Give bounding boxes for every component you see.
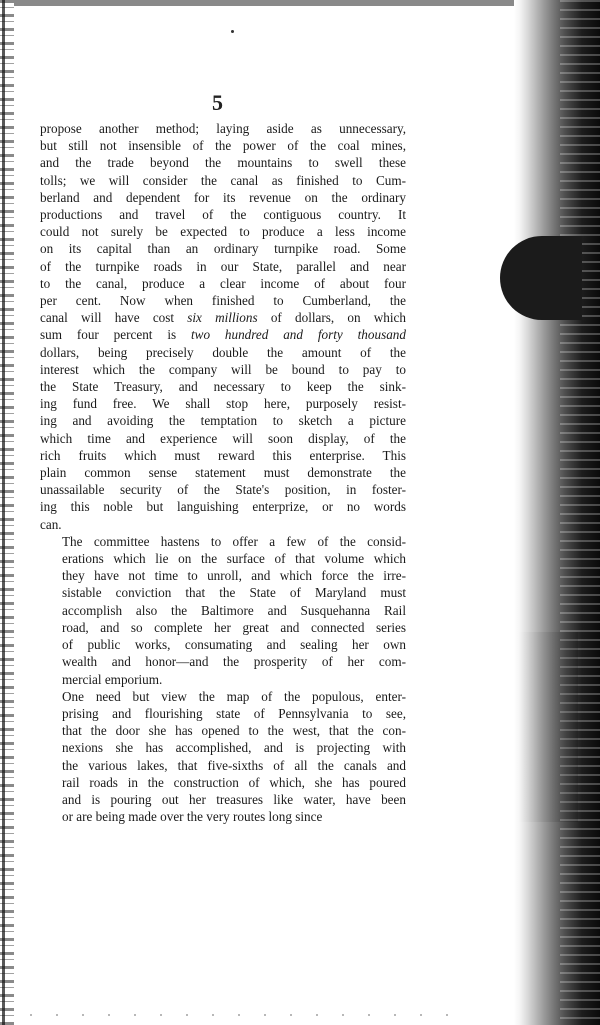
text-line: propose another method; laying aside as unnecessary,	[40, 121, 406, 136]
text-line: or are being made over the very routes long since	[62, 809, 323, 825]
text-line: tolls; we will consider the canal as finished to Cum-	[40, 172, 406, 188]
binding-shadow-lower	[518, 632, 578, 822]
text-line: of public works, consumating and sealing her own	[62, 637, 406, 653]
text-line: sum four percent is two hundred and forty thousand	[40, 327, 406, 343]
body-text	[40, 120, 406, 825]
text-line: canal will have cost six millions of dollars, on which	[40, 310, 406, 326]
text-line: and the trade beyond the mountains to swell these	[40, 155, 406, 171]
text-line: sistable conviction that the State of Maryland must	[62, 585, 406, 601]
text-line: plain common sense statement must demonstrate the	[40, 465, 406, 481]
text-line: interest which the company will be bound to pay to	[40, 361, 406, 377]
text-line: nexions she has accomplished, and is projecting with	[62, 740, 406, 756]
bottom-ink-specks	[30, 1014, 460, 1016]
text-line: could not surely be expected to produce a less income	[40, 224, 406, 240]
text-line: road, and so complete her great and connected series	[62, 619, 406, 635]
text-line: that the door she has opened to the west, that the con-	[62, 723, 406, 739]
text-line: wealth and honor—and the prosperity of her com-	[62, 654, 406, 670]
text-line: per cent. Now when finished to Cumberland, the	[40, 293, 406, 309]
text-line: ing this noble but languishing enterprize, or no words	[40, 499, 406, 515]
text-line: they have not time to unroll, and which force the irre-	[62, 568, 406, 584]
text-line: ing fund free. We shall stop here, purposely resist-	[40, 396, 406, 412]
binding-tab	[500, 236, 582, 320]
text-line: One need but view the map of the populous, enter-	[62, 688, 406, 704]
text-line: accomplish also the Baltimore and Susquehanna Rail	[62, 602, 406, 618]
page-number: 5	[212, 90, 223, 115]
text-line: prising and flourishing state of Pennsylvania to see,	[62, 705, 406, 721]
paragraph	[40, 688, 406, 826]
paragraph	[40, 533, 406, 688]
text-line: can.	[40, 516, 62, 532]
ink-speck	[231, 30, 234, 33]
text-line: erations which lie on the surface of that volume which	[62, 551, 406, 567]
scan-top-edge	[14, 0, 600, 6]
binding-right-texture	[560, 0, 600, 1025]
text-line: but still not insensible of the power of the coal mines,	[40, 138, 406, 154]
text-line: of the turnpike roads in our State, parallel and near	[40, 258, 406, 274]
text-line: dollars, being precisely double the amount of the	[40, 344, 406, 360]
binding-left-line	[2, 0, 5, 1025]
text-line: rich fruits which must reward this enterprise. This	[40, 447, 406, 463]
text-line: on its capital than an ordinary turnpike road. Some	[40, 241, 406, 257]
text-line: rail roads in the construction of which, she has poured	[62, 774, 406, 790]
text-line: berland and dependent for its revenue on the ordinary	[40, 189, 406, 205]
text-line: The committee hastens to offer a few of the consid-	[62, 533, 406, 549]
text-line: and is pouring out her treasures like water, have been	[62, 791, 406, 807]
text-line: which time and experience will soon display, of the	[40, 430, 406, 446]
text-line: productions and travel of the contiguous country. It	[40, 207, 406, 223]
text-line: the various lakes, that five-sixths of all the canals and	[62, 757, 406, 773]
text-line: the State Treasury, and necessary to keep the sink-	[40, 379, 406, 395]
text-line: unassailable security of the State's position, in foster-	[40, 482, 406, 498]
text-line: ing and avoiding the temptation to sketch a picture	[40, 413, 406, 429]
paragraph	[40, 120, 406, 533]
text-line: mercial emporium.	[62, 671, 163, 687]
text-line: to the canal, produce a clear income of about four	[40, 275, 406, 291]
